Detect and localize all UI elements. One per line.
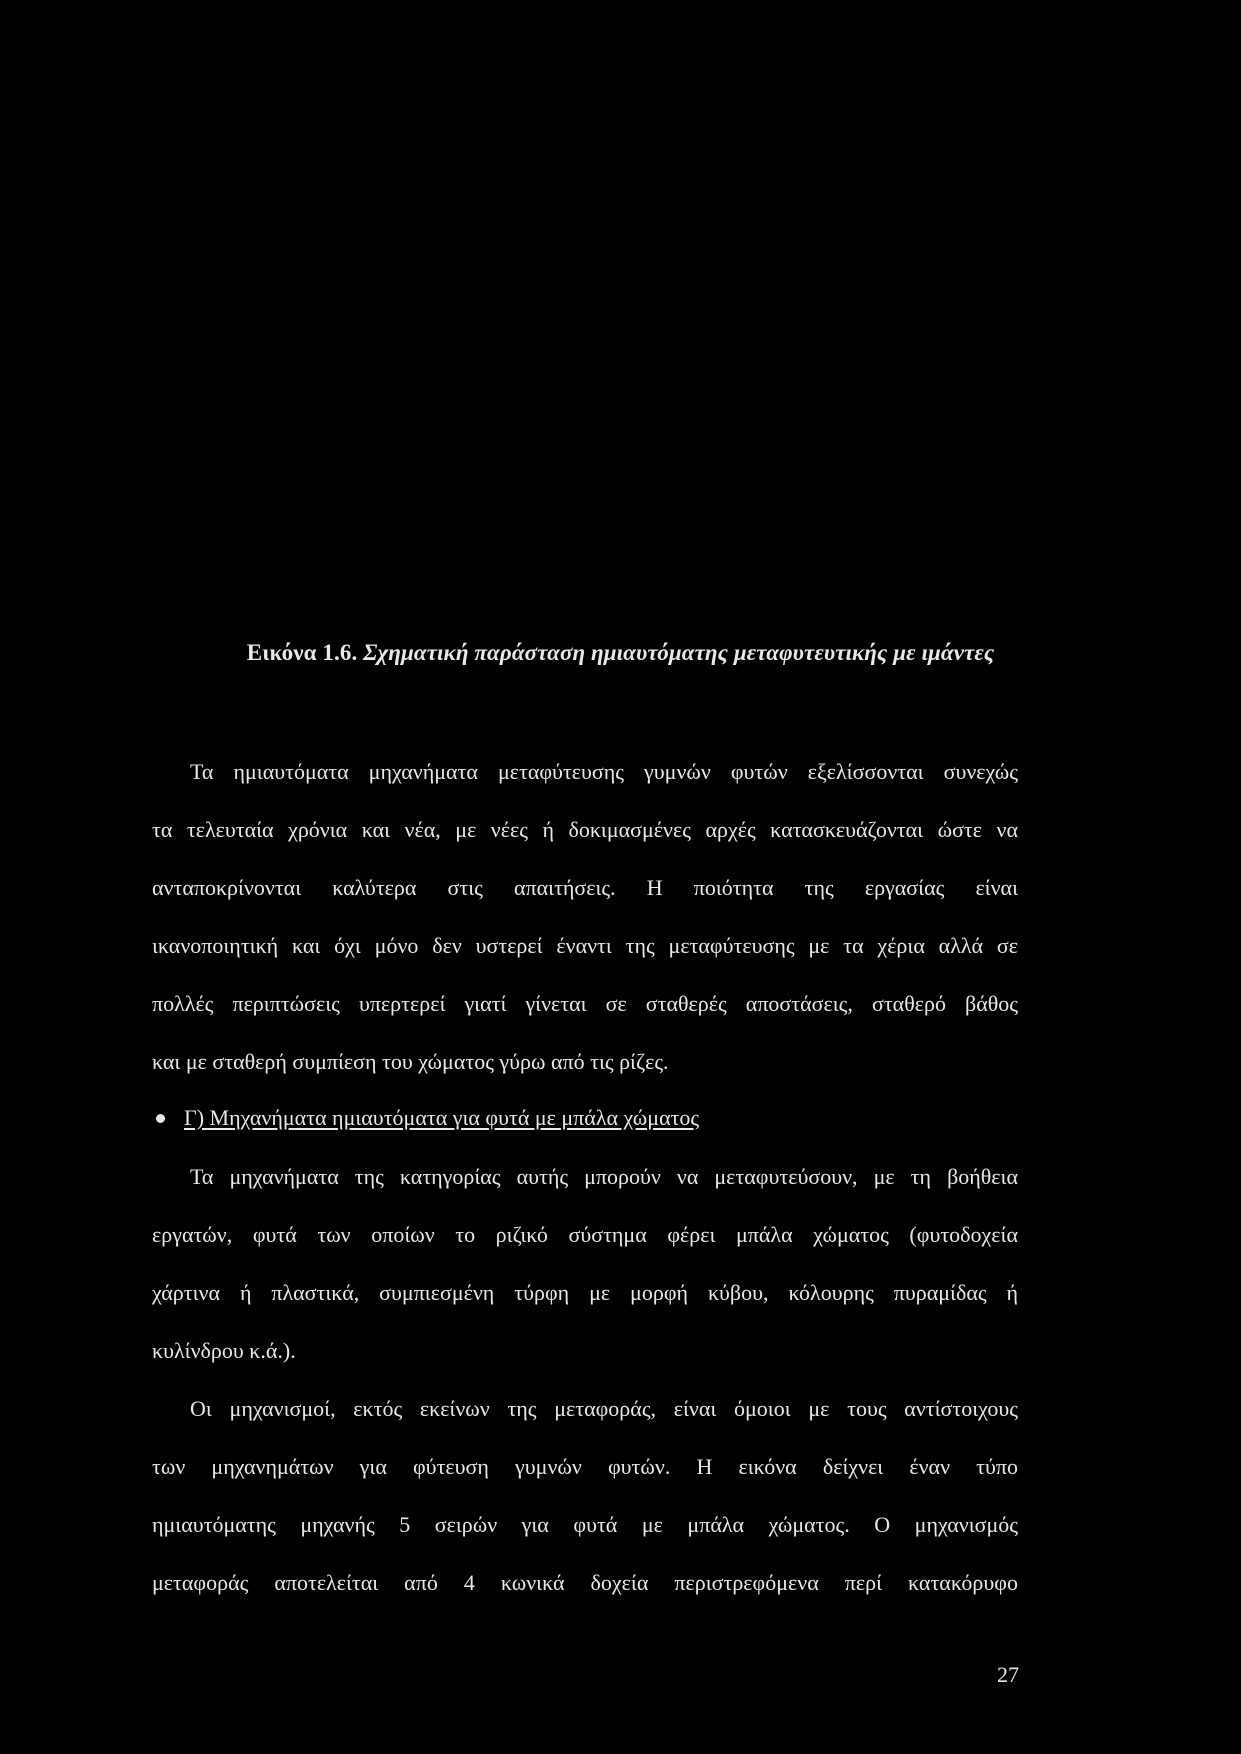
section-heading: Γ) Μηχανήματα ημιαυτόματα για φυτά με μπάλα χώματος (184, 1105, 700, 1130)
figure-label: Εικόνα 1.6. (246, 640, 358, 665)
paragraph-line: και με σταθερή συμπίεση του χώματος γύρω από τις ρίζες. (152, 1049, 669, 1074)
figure-title: Σχηματική παράσταση ημιαυτόματης μεταφυτευτικής με ιμάντες (363, 640, 995, 665)
page-number: 27 (997, 1662, 1019, 1687)
paragraph-line: τα τελευταία χρόνια και νέα, με νέες ή δοκιμασμένες αρχές κατασκευάζονται ώστε να (152, 817, 1018, 842)
paragraph-3 (152, 1392, 1018, 1624)
paragraph-line: Τα ημιαυτόματα μηχανήματα μεταφύτευσης γυμνών φυτών εξελίσσονται συνεχώς (190, 759, 1018, 784)
bullet-item (152, 1101, 1018, 1135)
bullet-dot-icon (156, 1114, 165, 1123)
paragraph-line: Οι μηχανισμοί, εκτός εκείνων της μεταφοράς, είναι όμοιοι με τους αντίστοιχους (190, 1396, 1018, 1421)
paragraph-line: ημιαυτόματης μηχανής 5 σειρών για φυτά με μπάλα χώματος. Ο μηχανισμός (152, 1512, 1018, 1537)
paragraph-line: ανταποκρίνονται καλύτερα στις απαιτήσεις. Η ποιότητα της εργασίας είναι (152, 875, 1018, 900)
paragraph-line: πολλές περιπτώσεις υπερτερεί γιατί γίνεται σε σταθερές αποστάσεις, σταθερό βάθος (152, 991, 1018, 1016)
paragraph-1 (152, 755, 1018, 1103)
figure-caption (0, 636, 1241, 670)
paragraph-line: μεταφοράς αποτελείται από 4 κωνικά δοχεία περιστρεφόμενα περί κατακόρυφο (152, 1570, 1018, 1595)
paragraph-line: κυλίνδρου κ.ά.). (152, 1338, 296, 1363)
paragraph-2 (152, 1160, 1018, 1392)
paragraph-line: εργατών, φυτά των οποίων το ριζικό σύστημα φέρει μπάλα χώματος (φυτοδοχεία (152, 1222, 1018, 1247)
paragraph-line: Τα μηχανήματα της κατηγορίας αυτής μπορούν να μεταφυτεύσουν, με τη βοήθεια (190, 1164, 1018, 1189)
paragraph-line: χάρτινα ή πλαστικά, συμπιεσμένη τύρφη με μορφή κύβου, κόλουρης πυραμίδας ή (152, 1280, 1018, 1305)
paragraph-line: των μηχανημάτων για φύτευση γυμνών φυτών. Η εικόνα δείχνει έναν τύπο (152, 1454, 1018, 1479)
paragraph-line: ικανοποιητική και όχι μόνο δεν υστερεί έναντι της μεταφύτευσης με τα χέρια αλλά σε (152, 933, 1018, 958)
figure-area (150, 40, 1020, 620)
